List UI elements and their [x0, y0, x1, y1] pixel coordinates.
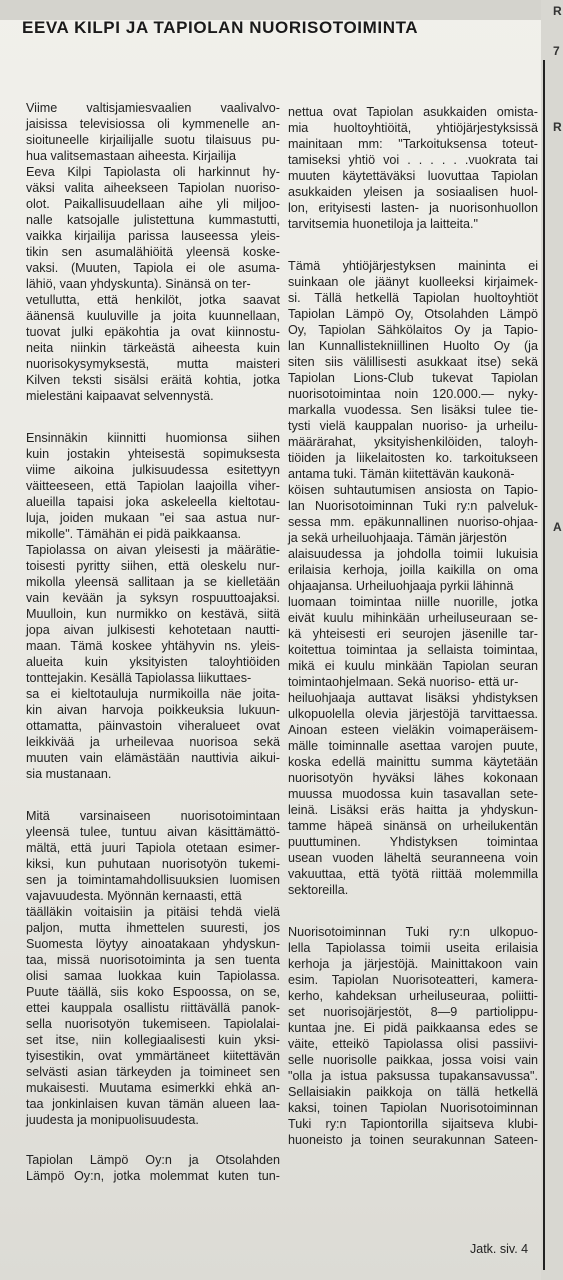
- text-line: lähiö, vaan yhdyskunta). Sinänsä on ter-: [26, 277, 251, 291]
- text-line: ohjaajansa. Urheiluohjaaja pyrkii lähinnä: [288, 579, 514, 593]
- text-line: nuorisotyön hyväksi lähes kokonaan: [288, 771, 538, 785]
- text-line: kuntaa jne. Ei pidä paikkaansa edes se: [288, 1021, 538, 1035]
- text-line: Kilven teksti sisälsi eräitä kohtia, jotka: [26, 373, 280, 387]
- text-line: koitettua toimintaa ja sellaista toimintaa,: [288, 643, 538, 657]
- text-line: Tapiolan Lämpö Oy:n ja Otsolahden: [26, 1153, 280, 1167]
- text-line: vain kevään ja syksyn rospuuttoajaksi.: [26, 591, 280, 605]
- text-line: maan. Tämä koskee yhtähyvin ns. yleis-: [26, 639, 280, 653]
- text-line: sia mustanaan.: [26, 767, 112, 781]
- text-line: vajavuudesta. Myönnän kernaasti, että: [26, 889, 242, 903]
- text-line: luomaan toimintaa niille nuorille, jotka: [288, 595, 538, 609]
- text-line: asukkaiden yleisen ja sosiaalisen huol-: [288, 185, 538, 199]
- text-line: toisesti pyritty siihen, että oleskelu nur-: [26, 559, 280, 573]
- text-line: puuttuminen. Yhdistyksen toimintaa: [288, 835, 538, 849]
- text-line: vakuuttaa, että työtä riittää molemmilla: [288, 867, 538, 881]
- text-line: mälle toiminnalle asettaa varojen puute,: [288, 739, 538, 753]
- text-line: väite, etteikö Tapiolassa olisi passiivi-: [288, 1037, 538, 1051]
- text-line: mukaisesti. Muutama esimerkki ehkä an-: [26, 1081, 280, 1095]
- text-line: Mitä varsinaiseen nuorisotoimintaan: [26, 809, 280, 823]
- text-line: kiksi, kun puhutaan nuorisotyön tukemi-: [26, 857, 280, 871]
- text-line: mikä ei kuulu minkään Tapiolan seuran: [288, 659, 538, 673]
- text-line: juudesta ja monipuolisuudesta.: [26, 1113, 199, 1127]
- text-line: alueilla tapaisi joka askeleella kieltotau-: [26, 495, 280, 509]
- text-line: Ainoan esteen vieläkin voimaperäisem-: [288, 723, 538, 737]
- text-line: Lämpö Oy:n, jotka molemmat kuten tun-: [26, 1169, 280, 1183]
- text-line: tuovat julki epäkohtia ja ovat kiinnostu-: [26, 325, 280, 339]
- text-line: Muulloin, kun nurmikko on kestävä, siitä: [26, 607, 280, 621]
- text-line: tarvitsemia huonetiloja ja laitteita.": [288, 217, 478, 231]
- text-line: väitteeseen, että Tapiolan laajoilla viher-: [26, 479, 280, 493]
- text-line: Nuorisotoiminnan Tuki ry:n ulkopuo-: [288, 925, 538, 939]
- text-line: jopa aivan julkisesti kehotetaan nautti-: [26, 623, 280, 637]
- text-line: sessa mm. epäkunnallinen nuoriso-ohjaa-: [288, 515, 538, 529]
- text-line: kä yhteisesti eri seurojen jäsenille tar-: [288, 627, 538, 641]
- text-line: heiluohjaaja auttavat lisäksi yhdistyksen: [288, 691, 538, 705]
- text-line: tamiseksi yhtiö voi . . . . . .vuokrata tai: [288, 153, 538, 167]
- text-line: siten siis välillisesti asukkaat itse) sekä: [288, 355, 538, 369]
- text-line: mielestäni kaipaavat selvennystä.: [26, 389, 214, 403]
- text-line: muussa muodossa kuin tasavallan sete-: [288, 787, 538, 801]
- text-line: kerho, kahdeksan urheiluseuraa, poliitti-: [288, 989, 538, 1003]
- text-line: tikin sen asumalähiöitä yleensä koske-: [26, 245, 280, 259]
- text-line: Tapiolan Lämpö Oy, Otsolahden Lämpö: [288, 307, 538, 321]
- text-line: Sellaisiakin paikkoja on tällä hetkellä: [288, 1085, 538, 1099]
- text-line: alaisuudessa ja johdolla toimii lukuisia: [288, 547, 538, 561]
- text-line: kuin jostakin yhteisestä sopimuksesta: [26, 447, 280, 461]
- text-line: neita niinkin tärkeästä aiheesta kuin: [26, 341, 280, 355]
- text-line: set nuorisojärjestöt, 8—9 partiolippu-: [288, 1005, 538, 1019]
- text-line: taa jonkinlaisen kuvan tämän alueen laa-: [26, 1097, 280, 1111]
- text-line: vaikka kirjailija parissa lauseessa yleis-: [26, 229, 280, 243]
- text-line: väksi valita aiheekseen Tapiolan nuoriso-: [26, 181, 280, 195]
- text-line: esim. Tapiolan Nuorisoteatteri, kamera-: [288, 973, 538, 987]
- text-line: nalle katsojalle julistettuna kummastutti,: [26, 213, 280, 227]
- text-line: set itse, niin kollegiaalisesti kuin yksi-: [26, 1033, 280, 1047]
- text-line: Viime valtisjamiesvaalien vaalivalvo-: [26, 101, 280, 115]
- text-line: olisi samaa luokkaa kuin Tapiolassa.: [26, 969, 280, 983]
- text-line: markalla vuodessa. Sen lisäksi tulee tie-: [288, 403, 538, 417]
- text-line: Tämä yhtiöjärjestyksen maininta ei: [288, 259, 538, 273]
- text-line: kerhoja ja järjestöjä. Mainittakoon vain: [288, 957, 538, 971]
- text-line: nuorisokysymyksestä, mutta maisteri: [26, 357, 280, 371]
- text-line: tyisestikin, ovat ymmärtäneet kiitettävän: [26, 1049, 280, 1063]
- text-line: muuten vain elämästään nauttivia aikui-: [26, 751, 280, 765]
- text-line: mältä, että juuri Tapiola otetaan esimer-: [26, 841, 280, 855]
- text-line: lon, erityisesti lasten- ja nuorisonhuollon: [288, 201, 538, 215]
- text-line: ulkopuolella olevia järjestöjä tarvittaessa.: [288, 707, 538, 721]
- text-line: huoneisto ja toinen seurakunnan Sateen-: [288, 1133, 538, 1147]
- text-line: täälläkin voitaisiin ja pitäisi tehdä vielä: [26, 905, 280, 919]
- column-rule: [543, 60, 545, 1270]
- text-line: koska edellä mainittu summa käytetään: [288, 755, 538, 769]
- text-line: toimintaohjelmaan. Sekä nuoriso- että ur-: [288, 675, 519, 689]
- text-line: paljon, mutta ihmettelen suuresti, jos: [26, 921, 280, 935]
- text-line: ottamatta, päinvastoin viheralueet ovat: [26, 719, 280, 733]
- text-line: tiöiden ja liikelaitosten ko. tarkoitukseen: [288, 451, 538, 465]
- text-line: alueita kuin yksityisten taloyhtiöiden: [26, 655, 280, 669]
- text-line: Tuki ry:n Tapiontorilla sijaitseva klubi-: [288, 1117, 538, 1131]
- text-line: Eeva Kilpi Tapiolasta oli harkinnut hy-: [26, 165, 280, 179]
- text-line: sella nuorisotyön tukemiseen. Tapiolalai-: [26, 1017, 280, 1031]
- text-line: tonttejakin. Kesällä Tapiolassa liikuttaes-: [26, 671, 252, 685]
- text-line: Oy, Tapiolan Sähkölaitos Oy ja Tapio-: [288, 323, 538, 337]
- text-line: määrärahat, yksityishenkilöiden, taloyh-: [288, 435, 538, 449]
- text-line: ettei kauppala osallistu riittävällä panok-: [26, 1001, 280, 1015]
- text-line: sen ja toimintamahdollisuuksien luomisen: [26, 873, 280, 887]
- text-line: muuten käytettäväksi luovuttaa Tapiolan: [288, 169, 538, 183]
- text-line: hua valitsemastaan aiheesta. Kirjailija: [26, 149, 237, 163]
- text-line: sioituneelle kirjailijalle suotu tilaisuus pu-: [26, 133, 280, 147]
- text-line: yleensä tulee, tuntuu aivan käsittämättö-: [26, 825, 280, 839]
- text-line: sa ei kieltotauluja nurmikoilla näe joita-: [26, 687, 280, 701]
- text-line: luja, joiden mukaan "ei saa astua nur-: [26, 511, 280, 525]
- text-line: sektoreilla.: [288, 883, 349, 897]
- text-line: viime aikoina julkisuudessa esitettyyn: [26, 463, 280, 477]
- text-line: taa, missä nuorisotoiminta ja sen tuenta: [26, 953, 280, 967]
- text-line: lella Tapiolassa toimii useita erilaisia: [288, 941, 538, 955]
- article-title: EEVA KILPI JA TAPIOLAN NUORISOTOIMINTA: [22, 18, 419, 37]
- text-line: Puute täällä, siis koko Espoossa, on se,: [26, 985, 280, 999]
- text-line: selvästi asian tärkeyden ja toimineet sen: [26, 1065, 280, 1079]
- text-line: mikolle". Tämähän ei pidä paikkaansa.: [26, 527, 241, 541]
- text-line: suinkaan ole jäänyt kuolleeksi kirjaimek-: [288, 275, 538, 289]
- text-line: köisen suhtautumisen ansiosta on Tapio-: [288, 483, 538, 497]
- text-line: kaksi, toinen Tapiolan Nuorisotoiminnan: [288, 1101, 538, 1115]
- text-line: olot. Paikallisuudellaan aihe yli miljoo-: [26, 197, 280, 211]
- text-line: selle nuorisolle paikkaa, jossa voisi vain: [288, 1053, 538, 1067]
- text-line: lan Kunnallistekniillinen Huolto Oy (ja: [288, 339, 538, 353]
- text-line: Tapiolan Lions-Club tukevat Tapiolan: [288, 371, 538, 385]
- text-line: "olla ja istua paksussa tupakansavussa".: [288, 1069, 538, 1083]
- edge-char: R: [553, 4, 562, 18]
- continuation-note: Jatk. siv. 4: [470, 1242, 529, 1256]
- text-line: nuorisotoimintaa noin 120.000.— nyky-: [288, 387, 538, 401]
- text-line: leinä. Lisäksi eräs haitta ja yhdyskun-: [288, 803, 538, 817]
- text-line: vetullutta, että henkilöt, jotka saavat: [26, 293, 280, 307]
- text-line: leikkivää ja urheilevaa nuorisoa sekä: [26, 735, 280, 749]
- text-line: ja sekä urheiluohjaaja. Tämän järjestön: [288, 531, 507, 545]
- text-line: erilaisia kerhoja, joilla kaikilla on oma: [288, 563, 538, 577]
- text-line: lan Nuorisotoiminnan Tuki ry:n palveluk-: [288, 499, 538, 513]
- text-line: Ensinnäkin kiinnitti huomionsa siihen: [26, 431, 280, 445]
- text-line: kin aivan harvoja poikkeuksia lukuun-: [26, 703, 280, 717]
- text-line: tamme häpeä sinänsä on urheilukentän: [288, 819, 538, 833]
- edge-char: 7: [553, 44, 560, 58]
- text-line: Tapiolassa on aivan yleisesti ja määrätie-: [26, 543, 280, 557]
- text-line: si. Tällä hetkellä Tapiolan huoltoyhtiöt: [288, 291, 538, 305]
- edge-char: A: [553, 520, 562, 534]
- text-line: Suomesta löytyy ainoatakaan yhdyskun-: [26, 937, 280, 951]
- text-line: äänensä kuuluville ja joita kuunnellaan,: [26, 309, 280, 323]
- text-line: usean vuoden läheltä seuranneena voin: [288, 851, 538, 865]
- text-line: vaksi. (Muuten, Tapiola ei ole asuma-: [26, 261, 280, 275]
- text-line: jaisissa televisiossa oli kymmenelle an-: [26, 117, 280, 131]
- edge-char: R: [553, 120, 562, 134]
- text-line: mikolla yleensä sallitaan ja se kielletään: [26, 575, 280, 589]
- text-line: antama tuki. Tämän kiitettävän kaukonä-: [288, 467, 515, 481]
- top-band: [0, 0, 563, 20]
- text-line: eivät kuulu mihinkään urheiluseuraan se-: [288, 611, 538, 625]
- text-line: tysti vielä kauppalan nuoriso- ja urheilu-: [288, 419, 538, 433]
- text-line: nettua ovat Tapiolan asukkaiden omista-: [288, 105, 538, 119]
- text-line: mainitaan mm: "Tarkoituksensa toteut-: [288, 137, 538, 151]
- text-line: mia huoltoyhtiöitä, yhtiöjärjestyksissä: [288, 121, 538, 135]
